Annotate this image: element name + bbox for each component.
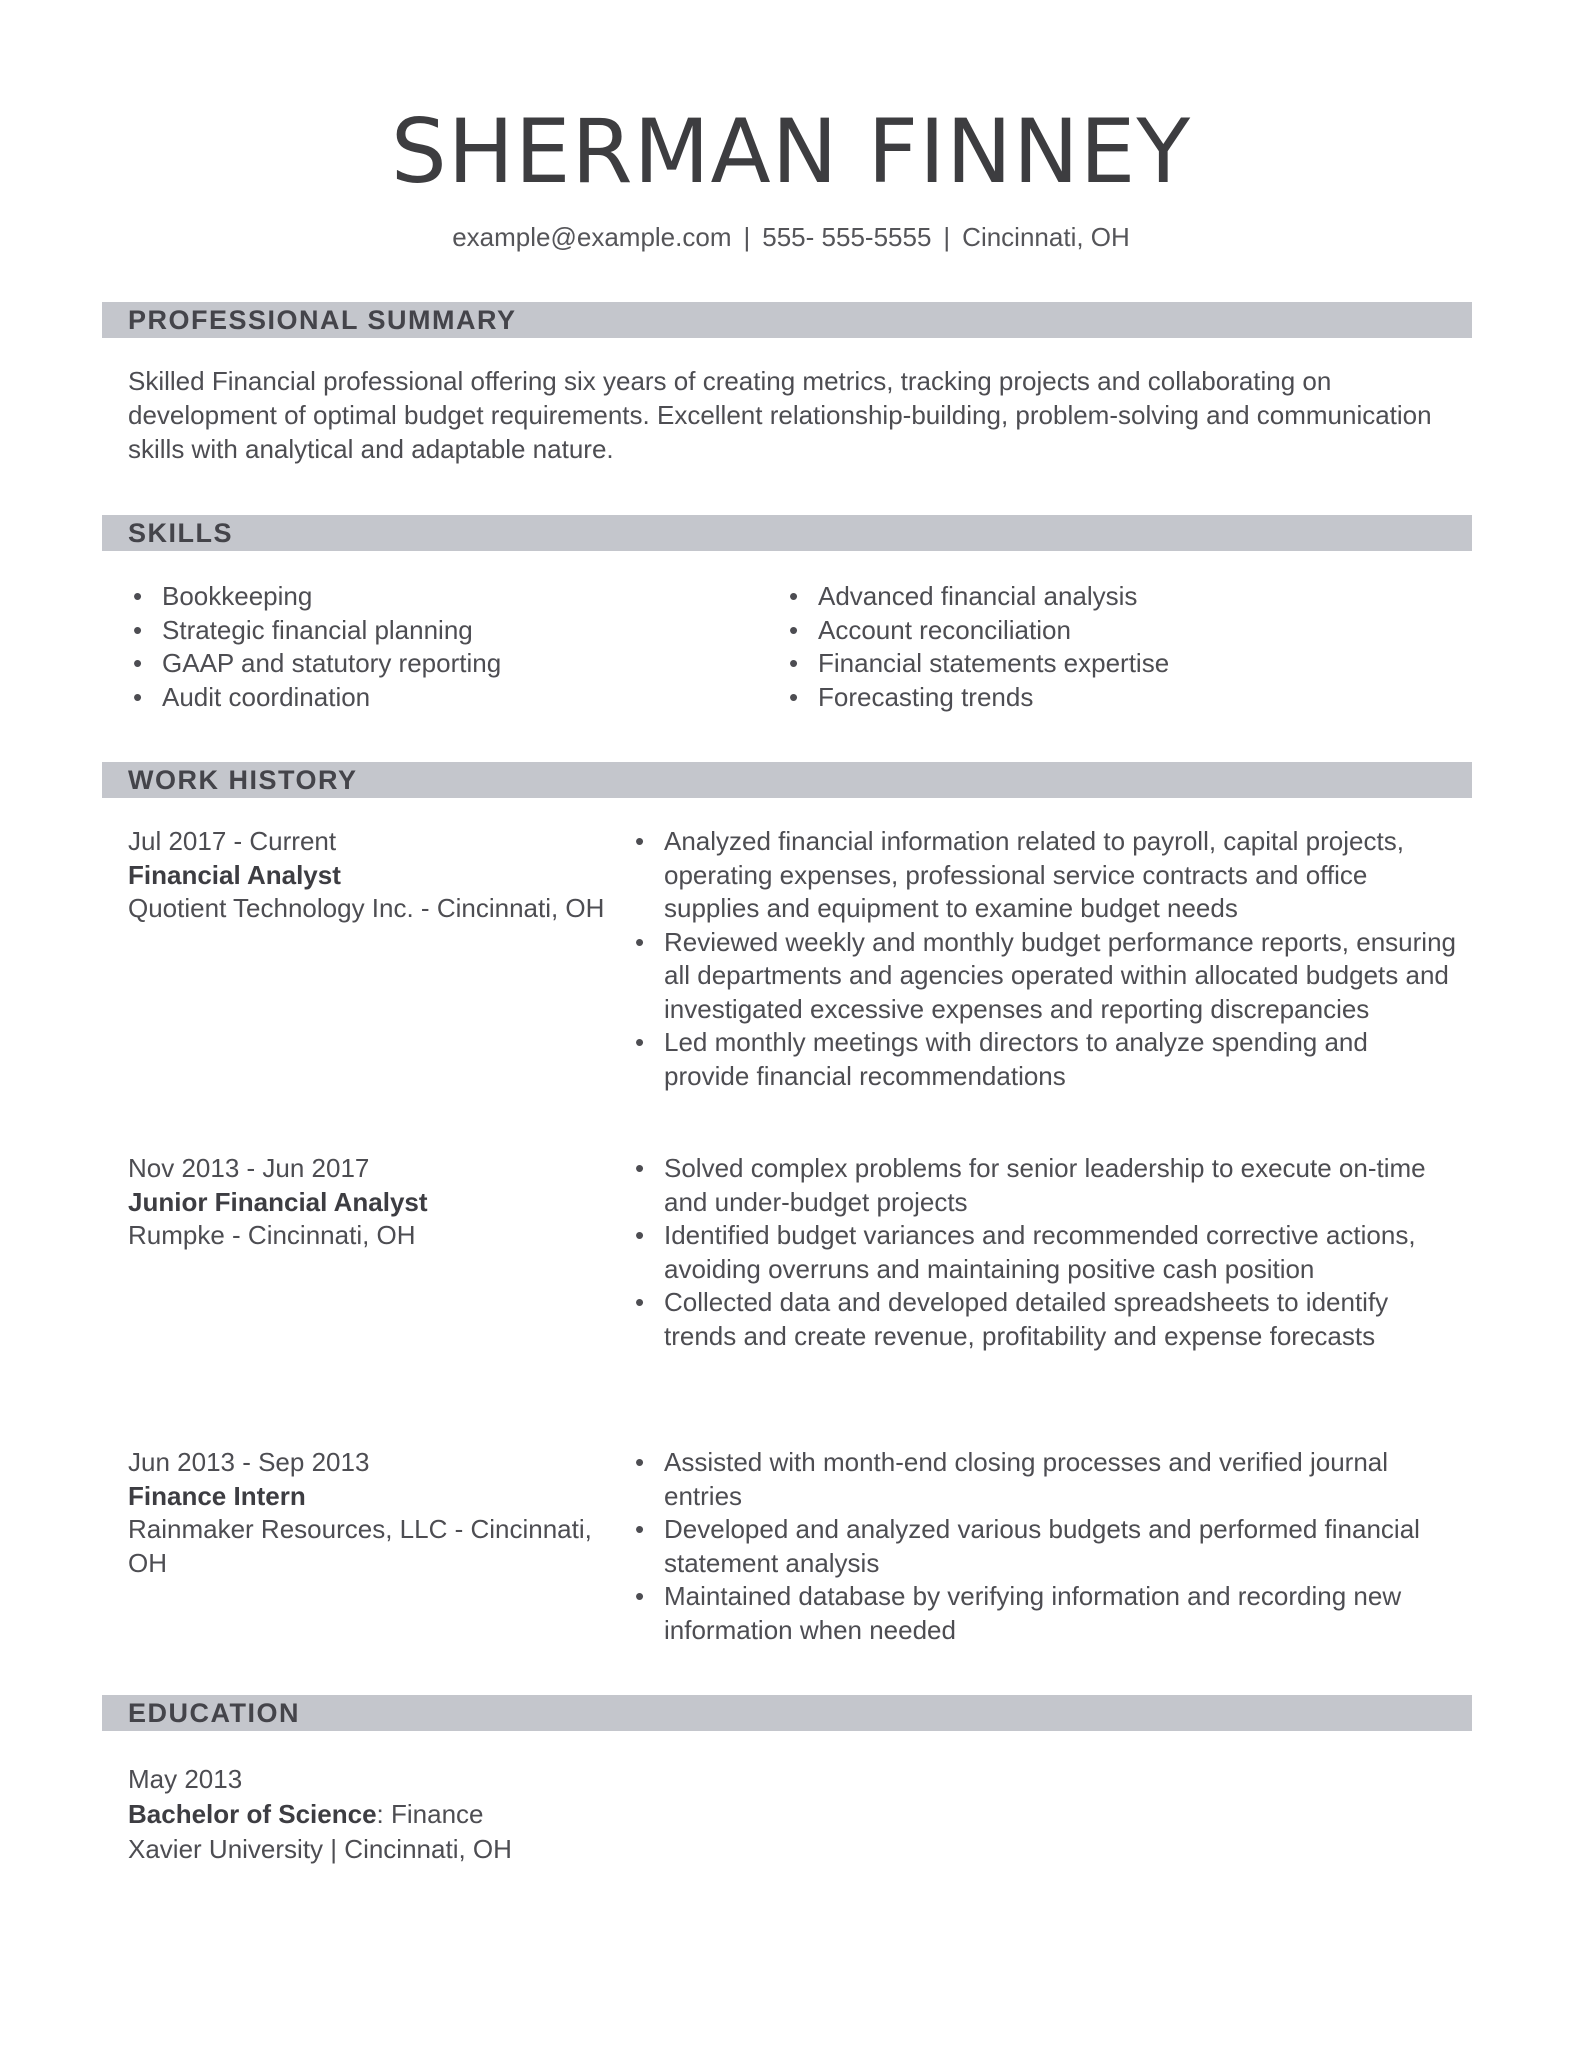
skill-item: • Audit coordination [128, 681, 728, 715]
education-school: Xavier University [128, 1834, 324, 1864]
skill-item: • Bookkeeping [128, 580, 728, 614]
job-details [128, 1152, 618, 1253]
job-bullet: • Led monthly meetings with directors to analyze spending and provide financial recommendations [630, 1026, 1460, 1093]
job-bullet: • Maintained database by verifying information and recording new information when needed [630, 1580, 1460, 1647]
job-bullets [630, 825, 1460, 1093]
education-date: May 2013 [128, 1764, 243, 1794]
contact-separator: | [943, 222, 951, 252]
skill-item: • Account reconciliation [784, 614, 1384, 648]
work-section-header [102, 762, 1472, 798]
education-degree-suffix: : [376, 1799, 384, 1829]
job-bullet: • Collected data and developed detailed spreadsheets to identify trends and create revenue, profitability and expense forecasts [630, 1286, 1460, 1353]
job-details [128, 1446, 618, 1580]
job-company: Rumpke - Cincinnati, OH [128, 1220, 416, 1250]
job-title: Financial Analyst [128, 859, 341, 890]
summary-section-title: PROFESSIONAL SUMMARY [128, 305, 517, 335]
skills-section-title: SKILLS [128, 518, 234, 548]
candidate-name: SHERMAN FINNEY [390, 100, 1192, 203]
job-dates: Nov 2013 - Jun 2017 [128, 1153, 370, 1183]
education-separator: | [330, 1834, 338, 1864]
job-details [128, 825, 618, 926]
education-school-line [128, 1832, 1028, 1867]
contact-phone: 555- 555-5555 [762, 222, 932, 252]
job-bullet: • Analyzed financial information related to payroll, capital projects, operating expenses, professional service contracts and office supplies and equipment to examine budget needs [630, 825, 1460, 926]
education-section-title: EDUCATION [128, 1698, 300, 1728]
contact-email: example@example.com [452, 222, 732, 252]
summary-section-header [102, 302, 1472, 338]
job-bullet: • Reviewed weekly and monthly budget performance reports, ensuring all departments and agencies operated within allocated budgets and investigated excessive expenses and reporting discrepancies [630, 926, 1460, 1027]
education-entry [128, 1762, 1028, 1867]
job-bullet: • Identified budget variances and recommended corrective actions, avoiding overruns and maintaining positive cash position [630, 1219, 1460, 1286]
skill-item: • Strategic financial planning [128, 614, 728, 648]
job-bullet: • Solved complex problems for senior leadership to execute on-time and under-budget projects [630, 1152, 1460, 1219]
skill-item: • Advanced financial analysis [784, 580, 1384, 614]
job-dates: Jul 2017 - Current [128, 826, 337, 856]
job-company: Rainmaker Resources, LLC - Cincinnati, OH [128, 1514, 592, 1578]
skills-section-header [102, 515, 1472, 551]
skill-item: • Forecasting trends [784, 681, 1384, 715]
skill-item: • Financial statements expertise [784, 647, 1384, 681]
skills-list-left [128, 580, 728, 714]
contact-separator: | [743, 222, 751, 252]
job-bullets [630, 1446, 1460, 1647]
education-section-header [102, 1695, 1472, 1731]
job-bullet: • Developed and analyzed various budgets and performed financial statement analysis [630, 1513, 1460, 1580]
education-field: Finance [391, 1799, 484, 1829]
education-location: Cincinnati, OH [344, 1834, 512, 1864]
education-degree-line [128, 1797, 1028, 1832]
skill-item: • GAAP and statutory reporting [128, 647, 728, 681]
job-company: Quotient Technology Inc. - Cincinnati, OH [128, 893, 605, 923]
education-degree: Bachelor of Science [128, 1799, 377, 1829]
job-bullets [630, 1152, 1460, 1353]
work-section-title: WORK HISTORY [128, 765, 358, 795]
summary-text: Skilled Financial professional offering six years of creating metrics, tracking projects and collaborating on development of optimal budget requirements. Excellent relationship-building, problem-solving and communication skills with analytical and adaptable nature. [128, 366, 1432, 464]
skills-list-right [784, 580, 1384, 714]
job-title: Finance Intern [128, 1480, 306, 1511]
contact-line [0, 222, 1582, 253]
contact-location: Cincinnati, OH [962, 222, 1130, 252]
job-dates: Jun 2013 - Sep 2013 [128, 1447, 370, 1477]
job-title: Junior Financial Analyst [128, 1186, 428, 1217]
job-bullet: • Assisted with month-end closing processes and verified journal entries [630, 1446, 1460, 1513]
